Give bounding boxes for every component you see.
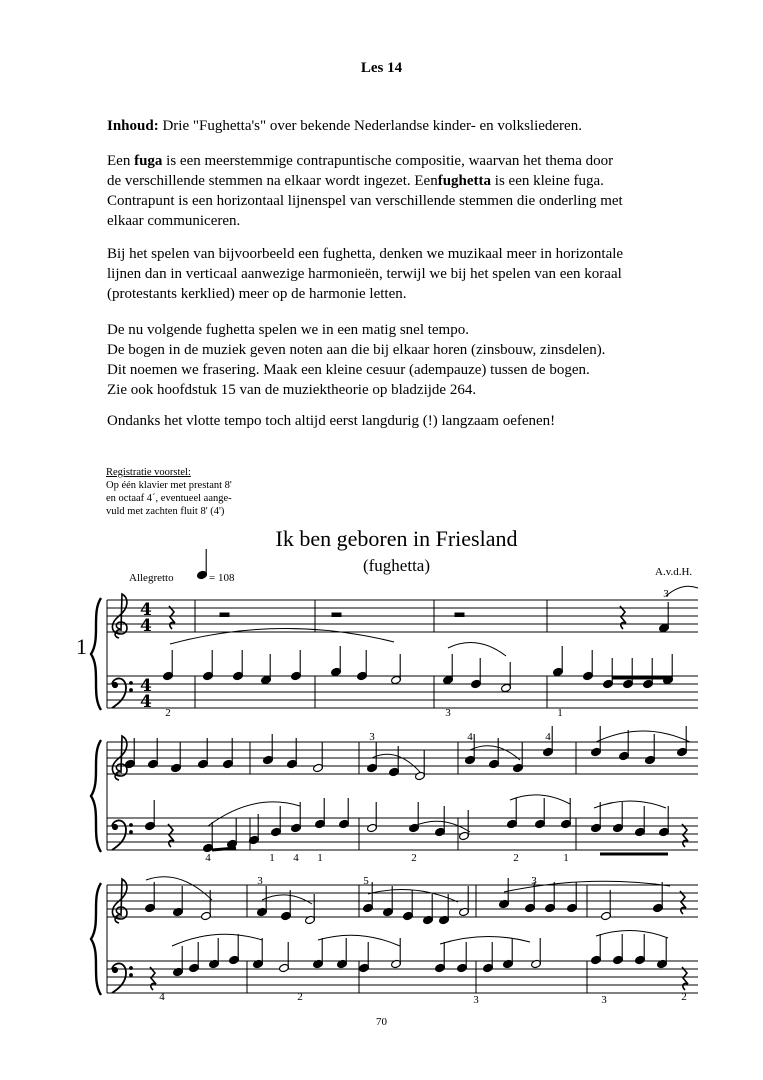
fingering-number: 4 [205,852,211,864]
phrase-slur [596,930,668,938]
phrase-slur [440,936,530,944]
time-signature-numerator: 4 [140,676,152,696]
fingering-number: 2 [513,852,519,864]
lesson-title: Les 14 [360,60,403,76]
fingering-number: 4 [545,731,551,743]
bass-clef-dot [130,831,133,834]
half-rest [220,613,229,617]
text-line: elkaar communiceren. [107,213,241,229]
text-line: (protestants kerklied) meer op de harmonie letten. [107,286,407,302]
paragraph-practice: Ondanks het vlotte tempo toch altijd eerst langdurig (!) langzaam oefenen! [107,413,556,429]
text-line: De bogen in de muziek geven noten aan die bij elkaar horen (zinsbouw, zinsdelen). [107,342,606,358]
fingering-number: 3 [663,588,669,600]
registration-line: vuld met zachten fluit 8' (4') [106,506,225,517]
phrase-slur [318,935,400,946]
fingering-number: 3 [531,875,537,887]
time-signature-denominator: 4 [140,616,152,636]
song-subtitle: (fughetta) [362,556,431,575]
quarter-rest [682,967,688,990]
bass-clef-dot [112,967,117,972]
phrase-slur [594,801,666,808]
phrase-slur [172,934,262,946]
phrase-slur [208,802,300,826]
quarter-rest [620,606,626,629]
bass-clef-dot [130,967,133,970]
fingering-number: 3 [473,994,479,1006]
phrase-slur [368,890,458,903]
registration-line: Op één klavier met prestant 8' [106,480,232,491]
fingering-number: 4 [293,852,299,864]
composer: A.v.d.H. [655,566,693,578]
text-line: de verschillende stemmen na elkaar wordt ingezet. Eenfughetta is een kleine fuga. [107,173,604,189]
fingering-number: 1 [317,852,323,864]
quarter-rest [150,967,156,990]
contents-text: Drie "Fughetta's" over bekende Nederlandse kinder- en volksliederen. [158,118,582,134]
fingering-number: 2 [297,991,303,1003]
fingering-number: 2 [165,707,171,719]
fingering-number: 4 [159,991,165,1003]
text-line: De nu volgende fughetta spelen we in een matig snel tempo. [107,322,469,338]
half-rest [332,613,341,617]
fingering-number: 1 [563,852,569,864]
brace [91,740,101,852]
phrase-slur [666,586,698,596]
fingering-number: 5 [363,875,369,887]
page-number: 70 [376,1016,387,1028]
fingering-number: 3 [601,994,607,1006]
brace [91,883,101,995]
system-number: 1 [76,634,87,659]
fingering-number: 3 [257,875,263,887]
fingering-number: 3 [445,707,451,719]
bass-clef-dot [130,682,133,685]
text-line: Zie ook hoofdstuk 15 van de muziektheorie op bladzijde 264. [107,382,477,398]
bass-clef-dot [112,824,117,829]
bass-clef-dot [130,974,133,977]
fingering-number: 4 [467,731,473,743]
phrase-slur [262,895,312,904]
phrase-slur [170,628,394,644]
fingering-number: 2 [681,991,687,1003]
phrase-slur [596,731,690,742]
fingering-number: 1 [269,852,275,864]
text-line: Dit noemen we frasering. Maak een kleine cesuur (adempauze) tussen de bogen. [107,362,590,378]
fingering-number: 2 [411,852,417,864]
time-signature-denominator: 4 [140,692,152,712]
phrase-slur [146,877,212,900]
contents-label: Inhoud: [107,118,159,134]
quarter-rest [680,891,686,914]
brace [91,598,101,710]
phrase-slur [510,795,570,804]
bass-clef-dot [112,682,117,687]
bass-clef-dot [130,689,133,692]
registration-heading: Registratie voorstel: [106,467,191,478]
text-line: Bij het spelen van bijvoorbeeld een fughetta, denken we muzikaal meer in horizontale [107,246,624,262]
quarter-rest [169,606,175,629]
fingering-number: 3 [369,731,375,743]
fingering-number: 1 [557,707,563,719]
half-rest [455,613,464,617]
phrase-slur [448,643,506,656]
tempo-marking: Allegretto [129,572,174,584]
quarter-rest [168,824,174,847]
text-line: Een fuga is een meerstemmige contrapuntische compositie, waarvan het thema door [107,153,614,169]
time-signature-numerator: 4 [140,600,152,620]
note-beam [212,848,236,850]
text-line: Contrapunt is een horizontaal lijnenspel van verschillende stemmen die onderling met [107,193,623,209]
bass-clef-dot [130,824,133,827]
song-title: Ik ben geboren in Friesland [275,526,518,551]
text-line: lijnen dan in verticaal aanwezige harmonieën, terwijl we bij het spelen van een koraal [107,266,622,282]
tempo-value: = 108 [209,572,235,584]
registration-line: en octaaf 4´, eventueel aange- [106,493,232,504]
quarter-rest [682,824,688,847]
